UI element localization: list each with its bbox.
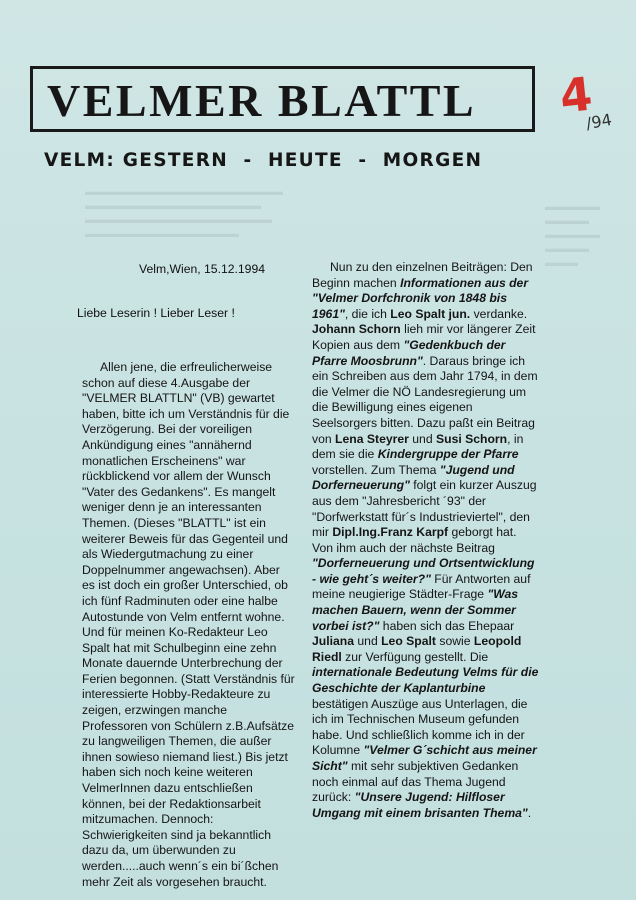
highlighted-text-run: Informationen aus der "Velmer Dorfchronik von 1848 bis 1961" [312, 275, 529, 321]
body-text-run: bestätigen Auszüge aus Unterlagen, die ich im Technischen Museum gefunden habe. Und schließlich komme ich in der Kolumne [312, 696, 528, 758]
highlighted-text-run: Lena Steyrer [335, 431, 409, 446]
highlighted-text-run: Leo Spalt jun. [390, 306, 471, 321]
body-text-run: und [408, 431, 436, 446]
highlighted-text-run: "Was machen Bauern, wenn der Sommer vorbei ist?" [312, 587, 519, 633]
highlighted-text-run: Johann Schorn [312, 322, 401, 337]
body-text-run: Nun zu den einzelnen Beiträgen: Den Beginn machen [312, 260, 533, 290]
highlighted-text-run: "Jugend und Dorferneuerung" [312, 462, 515, 493]
body-text-run: folgt ein kurzer Auszug aus dem "Jahresbericht ´93" der "Dorfwerkstatt für´s Industrieviertel", den mir [312, 478, 537, 540]
body-text-run: zur Verfügung gestellt. Die [341, 649, 489, 664]
intro-paragraph [82, 360, 295, 890]
intro-text: Allen jene, die erfreulicherweise schon auf diese 4.Ausgabe der "VELMER BLATTLN" (VB) gewartet haben, bitte ich um Verständnis für die Verzögerung. Bei der voreiligen Ankündigung eines "annähernd monatlichen Erscheinens" war rückblickend vor allem der Wunsch "Vater des Gedankens". Es mangelt weniger denn je an interessanten Themen. (Dieses "BLATTL" ist ein weiterer Beweis für das Gegenteil und als Wiedergutmachung zu einer Doppelnummer angewachsen). Aber es ist doch ein großer Unterschied, ob ich fünf Radminuten oder eine halbe Autostunde von Velm entfernt wohne. Und für meinen Ko-Redakteur Leo Spalt hat mit Schulbeginn eine zehn Monate dauernde Unterbrechung der Ferien begonnen. (Statt Verständnis für interessierte Hobby-Redakteure zu zeigen, erzwingen manche Professoren von Schülern z.B.Aufsätze zu langweiligen Themen, die außer ihnen sowieso niemand liest.) Bis jetzt haben sich noch keine weiteren VelmerInnen dazu entschließen können, bei der Redaktionsarbeit mitzumachen. Dennoch: Schwierigkeiten sind ja bekanntlich dazu da, um überwunden zu werden.....auch wenn´s ein bi´ßchen mehr Zeit als vorgesehen braucht. [82, 360, 295, 889]
left-column [82, 360, 295, 890]
highlighted-text-run: "Gedenkbuch der Pfarre Moosbrunn" [312, 337, 506, 368]
body-text-run: und [354, 634, 382, 649]
dateline: Velm,Wien, 15.12.1994 [139, 262, 266, 276]
highlighted-text-run: "Unsere Jugend: Hilfloser Umgang mit einem brisanten Thema" [312, 790, 528, 820]
highlighted-text-run: Dipl.Ing.Franz Karpf [332, 525, 449, 540]
highlighted-text-run: internationale Bedeutung Velms für die Geschichte der Kaplanturbine [312, 665, 539, 696]
highlighted-text-run: Leopold Riedl [312, 634, 522, 664]
highlighted-text-run: Susi Schorn [436, 431, 508, 446]
highlighted-text-run: Leo Spalt [381, 634, 436, 649]
body-text-run: Für Antworten auf meine neugierige Städter-Frage [312, 571, 531, 602]
newsletter-title: VELMER BLATTL [47, 75, 477, 126]
highlighted-text-run: Kindergruppe der Pfarre [377, 447, 519, 462]
greeting: Liebe Leserin ! Lieber Leser ! [77, 306, 235, 320]
body-text-run: sowie [435, 634, 474, 649]
masthead-box [30, 66, 535, 132]
body-text-run: , die ich [344, 306, 391, 321]
show-through-texture: ▬▬▬▬▬▬▬▬▬▬▬▬▬▬▬▬▬▬ ▬▬▬▬▬▬▬▬▬▬▬▬▬▬▬▬ ▬▬▬▬▬▬▬▬▬▬▬▬▬▬▬▬▬ ▬▬▬▬▬▬▬▬▬▬▬▬▬▬ [85, 186, 283, 240]
highlighted-text-run: "Dorferneuerung und Ortsentwicklung - wie geht´s weiter?" [312, 556, 535, 586]
body-text-run: verdanke. [470, 306, 528, 321]
right-column [312, 260, 540, 821]
body-text-run: . Daraus bringe ich ein Schreiben aus dem Jahr 1794, in dem die Velmer die NÖ Landesregierung um die Bewilligung eines eigenen Seelsorgers bitten. Dazu paßt ein Beitrag von [312, 353, 538, 446]
body-text-run: , in dem sie die [312, 431, 524, 462]
highlighted-text-run: Juliana [312, 634, 354, 649]
contents-paragraph [312, 260, 540, 821]
issue-number-handwritten: 4 [557, 66, 595, 124]
body-text-run: mit sehr subjektiven Gedanken noch einmal auf das Thema Jugend zurück: [312, 759, 519, 805]
highlighted-text-run: "Velmer G´schicht aus meiner Sicht" [312, 743, 537, 773]
newsletter-subtitle: VELM: GESTERN - HEUTE - MORGEN [44, 150, 483, 171]
issue-year-handwritten: /94 [584, 109, 614, 134]
body-text-run: geborgt hat. Von ihm auch der nächste Beitrag [312, 525, 517, 555]
body-text-run: lieh mir vor längerer Zeit Kopien aus dem [312, 322, 536, 352]
body-text-run: haben sich das Ehepaar [379, 618, 515, 633]
show-through-texture-right: ▬▬▬▬▬ ▬▬▬▬ ▬▬▬▬▬ ▬▬▬▬ ▬▬▬ [545, 201, 600, 269]
body-text-run: . [527, 805, 532, 820]
body-text-run: vorstellen. Zum Thema [312, 462, 440, 477]
